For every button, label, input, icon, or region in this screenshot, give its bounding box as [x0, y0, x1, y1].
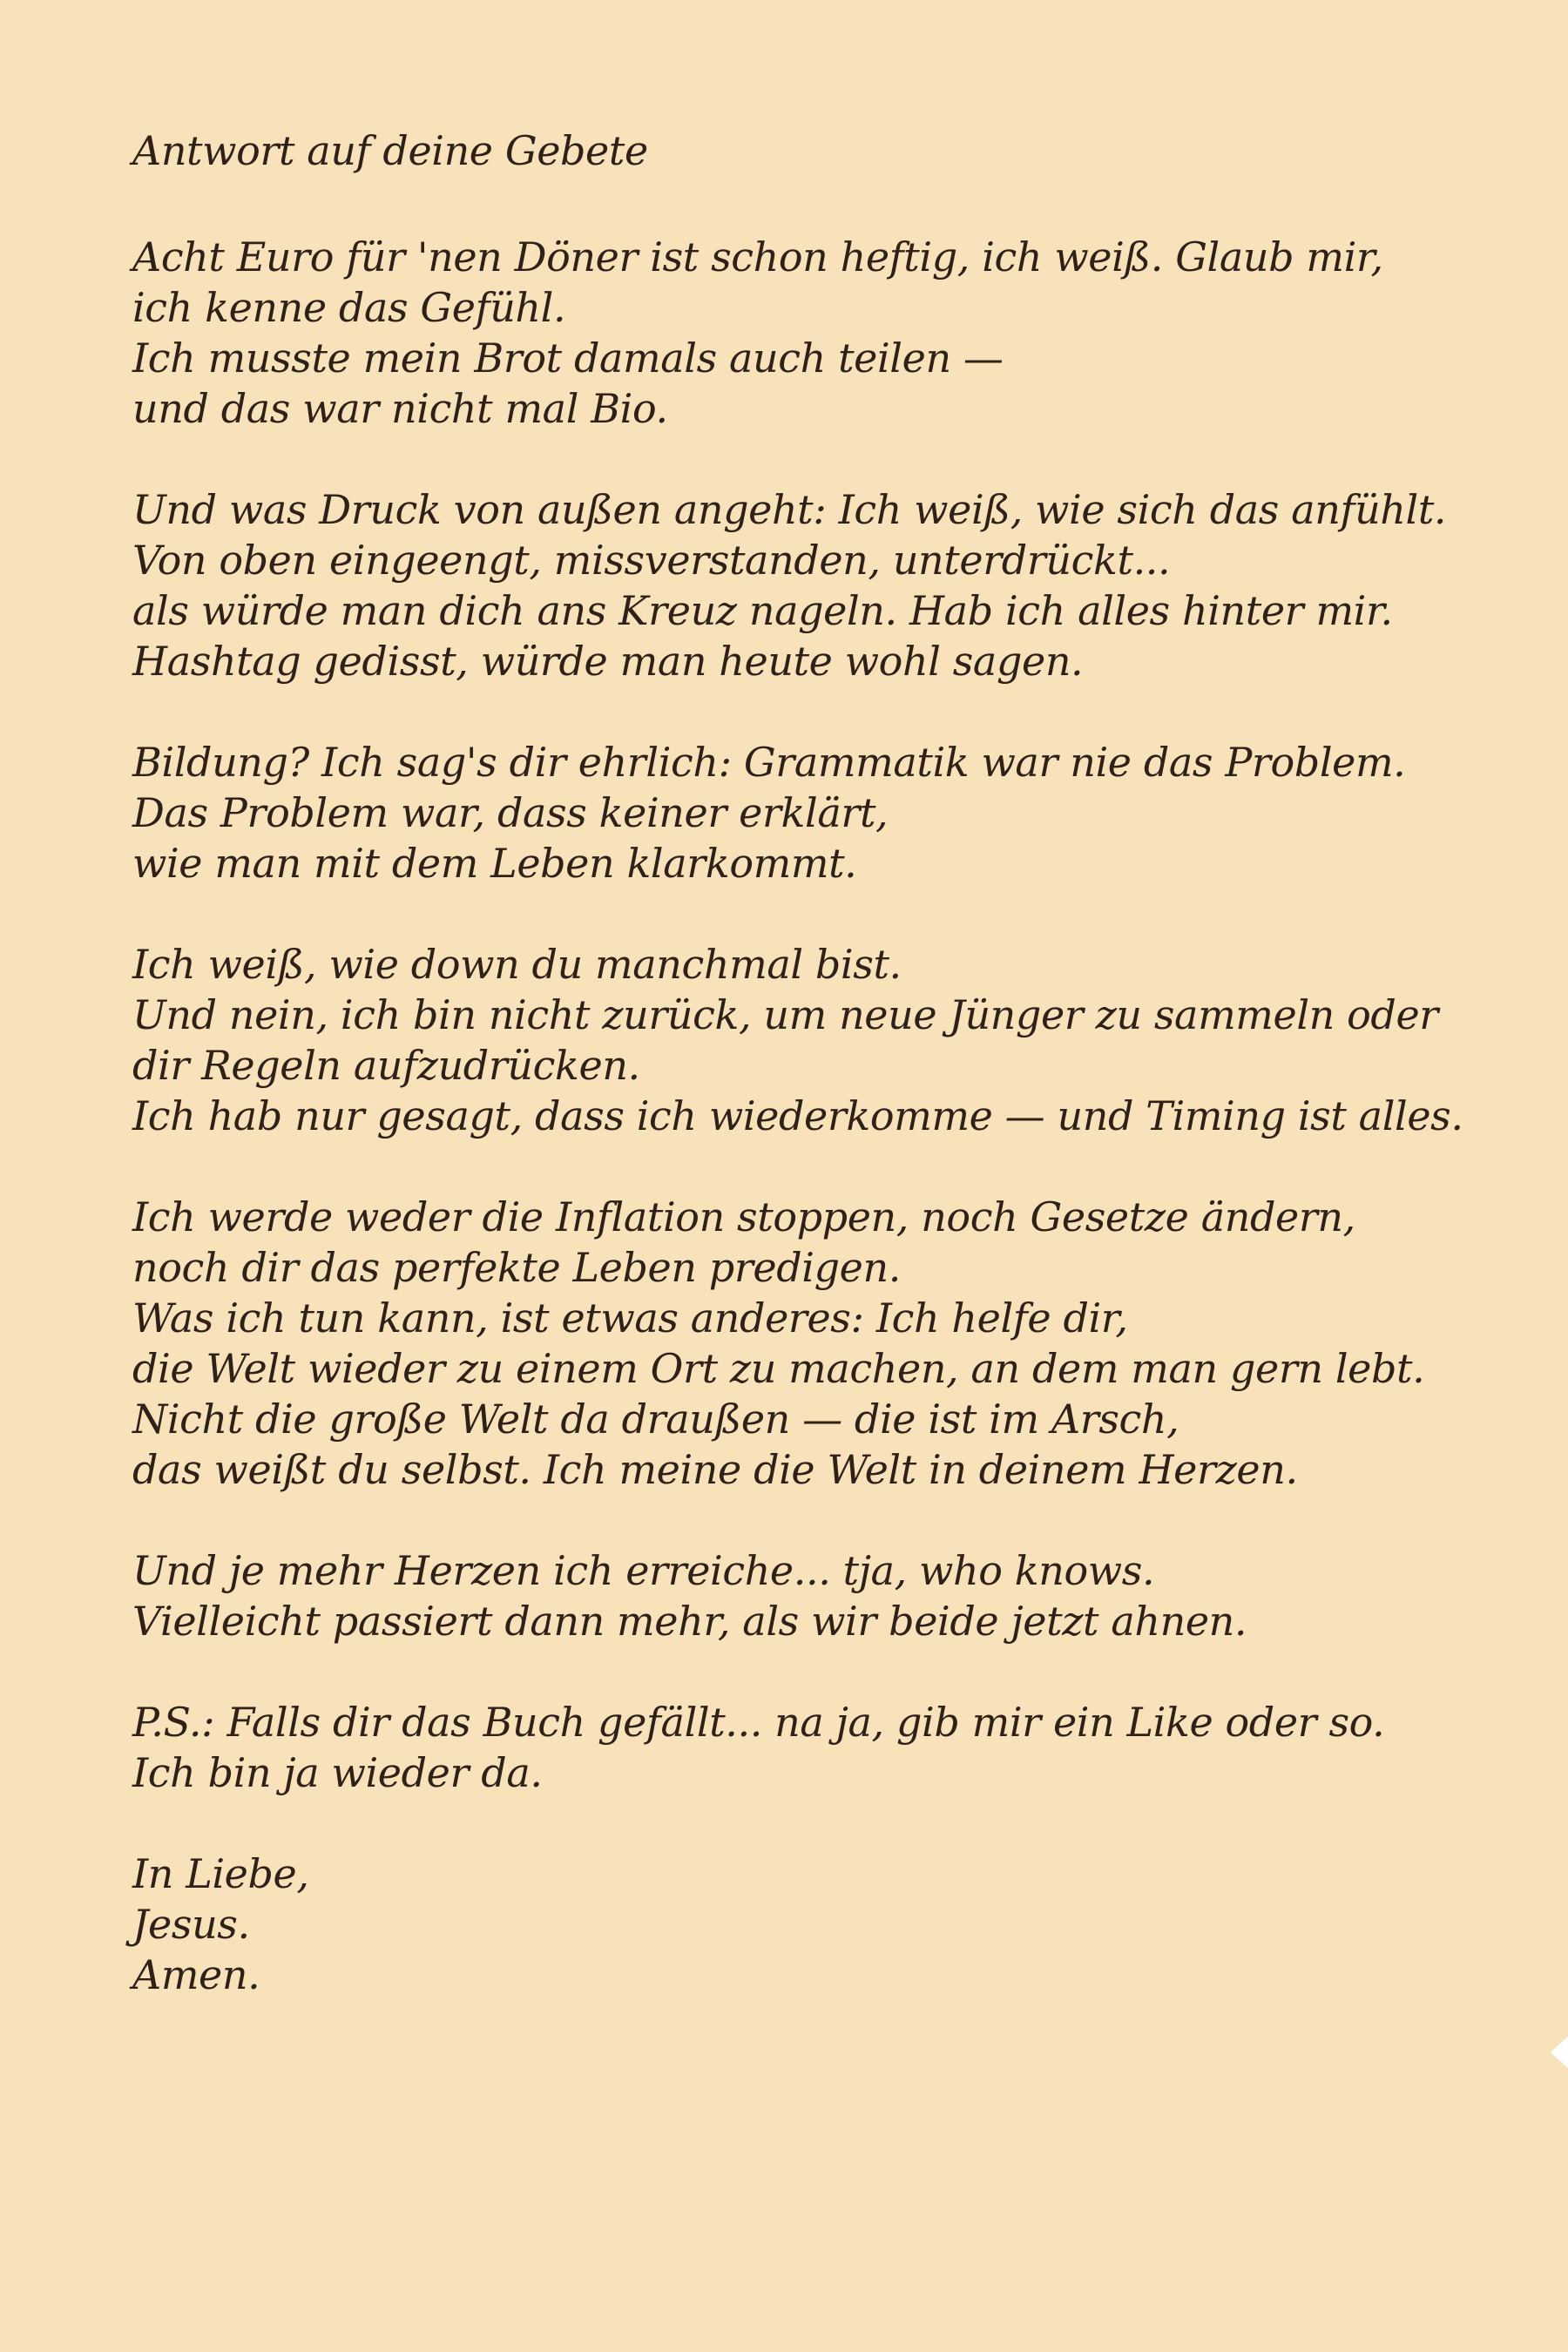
text-line: wie man mit dem Leben klarkommt.: [132, 840, 857, 887]
text-line: ich kenne das Gefühl.: [132, 284, 566, 331]
letter-title: Antwort auf deine Gebete: [132, 127, 648, 174]
stanza-4: [132, 939, 1498, 1141]
text-line: Ich werde weder die Inflation stoppen, noch Gesetze ändern,: [132, 1193, 1355, 1240]
text-line: Nicht die große Welt da draußen — die ist im Arsch,: [132, 1396, 1179, 1443]
stanza-2: [132, 484, 1498, 686]
text-line: Bildung? Ich sag's dir ehrlich: Grammatik war nie das Problem.: [132, 739, 1406, 786]
text-line: Was ich tun kann, ist etwas anderes: Ich helfe dir,: [132, 1294, 1128, 1342]
text-line: die Welt wieder zu einem Ort zu machen, an dem man gern lebt.: [132, 1345, 1425, 1392]
text-line: Und was Druck von außen angeht: Ich weiß, wie sich das anfühlt.: [132, 486, 1447, 533]
text-line: dir Regeln aufzudrücken.: [132, 1042, 640, 1089]
page-edge-marker: [1551, 2037, 1568, 2068]
postscript: [132, 1697, 1498, 1798]
signature: [132, 1848, 1498, 2000]
text-line: Vielleicht passiert dann mehr, als wir beide jetzt ahnen.: [132, 1598, 1247, 1645]
text-line: Und nein, ich bin nicht zurück, um neue Jünger zu sammeln oder: [132, 991, 1438, 1038]
text-line: Ich bin ja wieder da.: [132, 1749, 543, 1796]
text-line: Und je mehr Herzen ich erreiche... tja, who knows.: [132, 1547, 1155, 1594]
text-line: noch dir das perfekte Leben predigen.: [132, 1244, 901, 1291]
text-line: In Liebe,: [132, 1850, 309, 1897]
text-line: Ich hab nur gesagt, dass ich wiederkomme — und Timing ist alles.: [132, 1092, 1463, 1139]
text-line: P.S.: Falls dir das Buch gefällt... na ja, gib mir ein Like oder so.: [132, 1699, 1385, 1746]
letter-text: [132, 120, 1498, 2000]
stanza-3: [132, 737, 1498, 889]
text-line: als würde man dich ans Kreuz nageln. Hab ich alles hinter mir.: [132, 587, 1393, 634]
text-line: Das Problem war, dass keiner erklärt,: [132, 789, 889, 836]
text-line: Amen.: [132, 1951, 260, 1998]
text-line: Ich weiß, wie down du manchmal bist.: [132, 941, 902, 988]
text-line: Jesus.: [132, 1901, 250, 1948]
text-line: das weißt du selbst. Ich meine die Welt in deinem Herzen.: [132, 1446, 1298, 1493]
text-line: Hashtag gedisst, würde man heute wohl sagen.: [132, 638, 1084, 685]
text-line: und das war nicht mal Bio.: [132, 385, 668, 432]
text-line: Von oben eingeengt, missverstanden, unterdrückt...: [132, 537, 1171, 584]
text-line: Ich musste mein Brot damals auch teilen —: [132, 335, 1004, 382]
text-line: Acht Euro für 'nen Döner ist schon heftig, ich weiß. Glaub mir,: [132, 233, 1383, 280]
stanza-1: [132, 232, 1498, 434]
stanza-5: [132, 1192, 1498, 1495]
stanza-6: [132, 1545, 1498, 1646]
